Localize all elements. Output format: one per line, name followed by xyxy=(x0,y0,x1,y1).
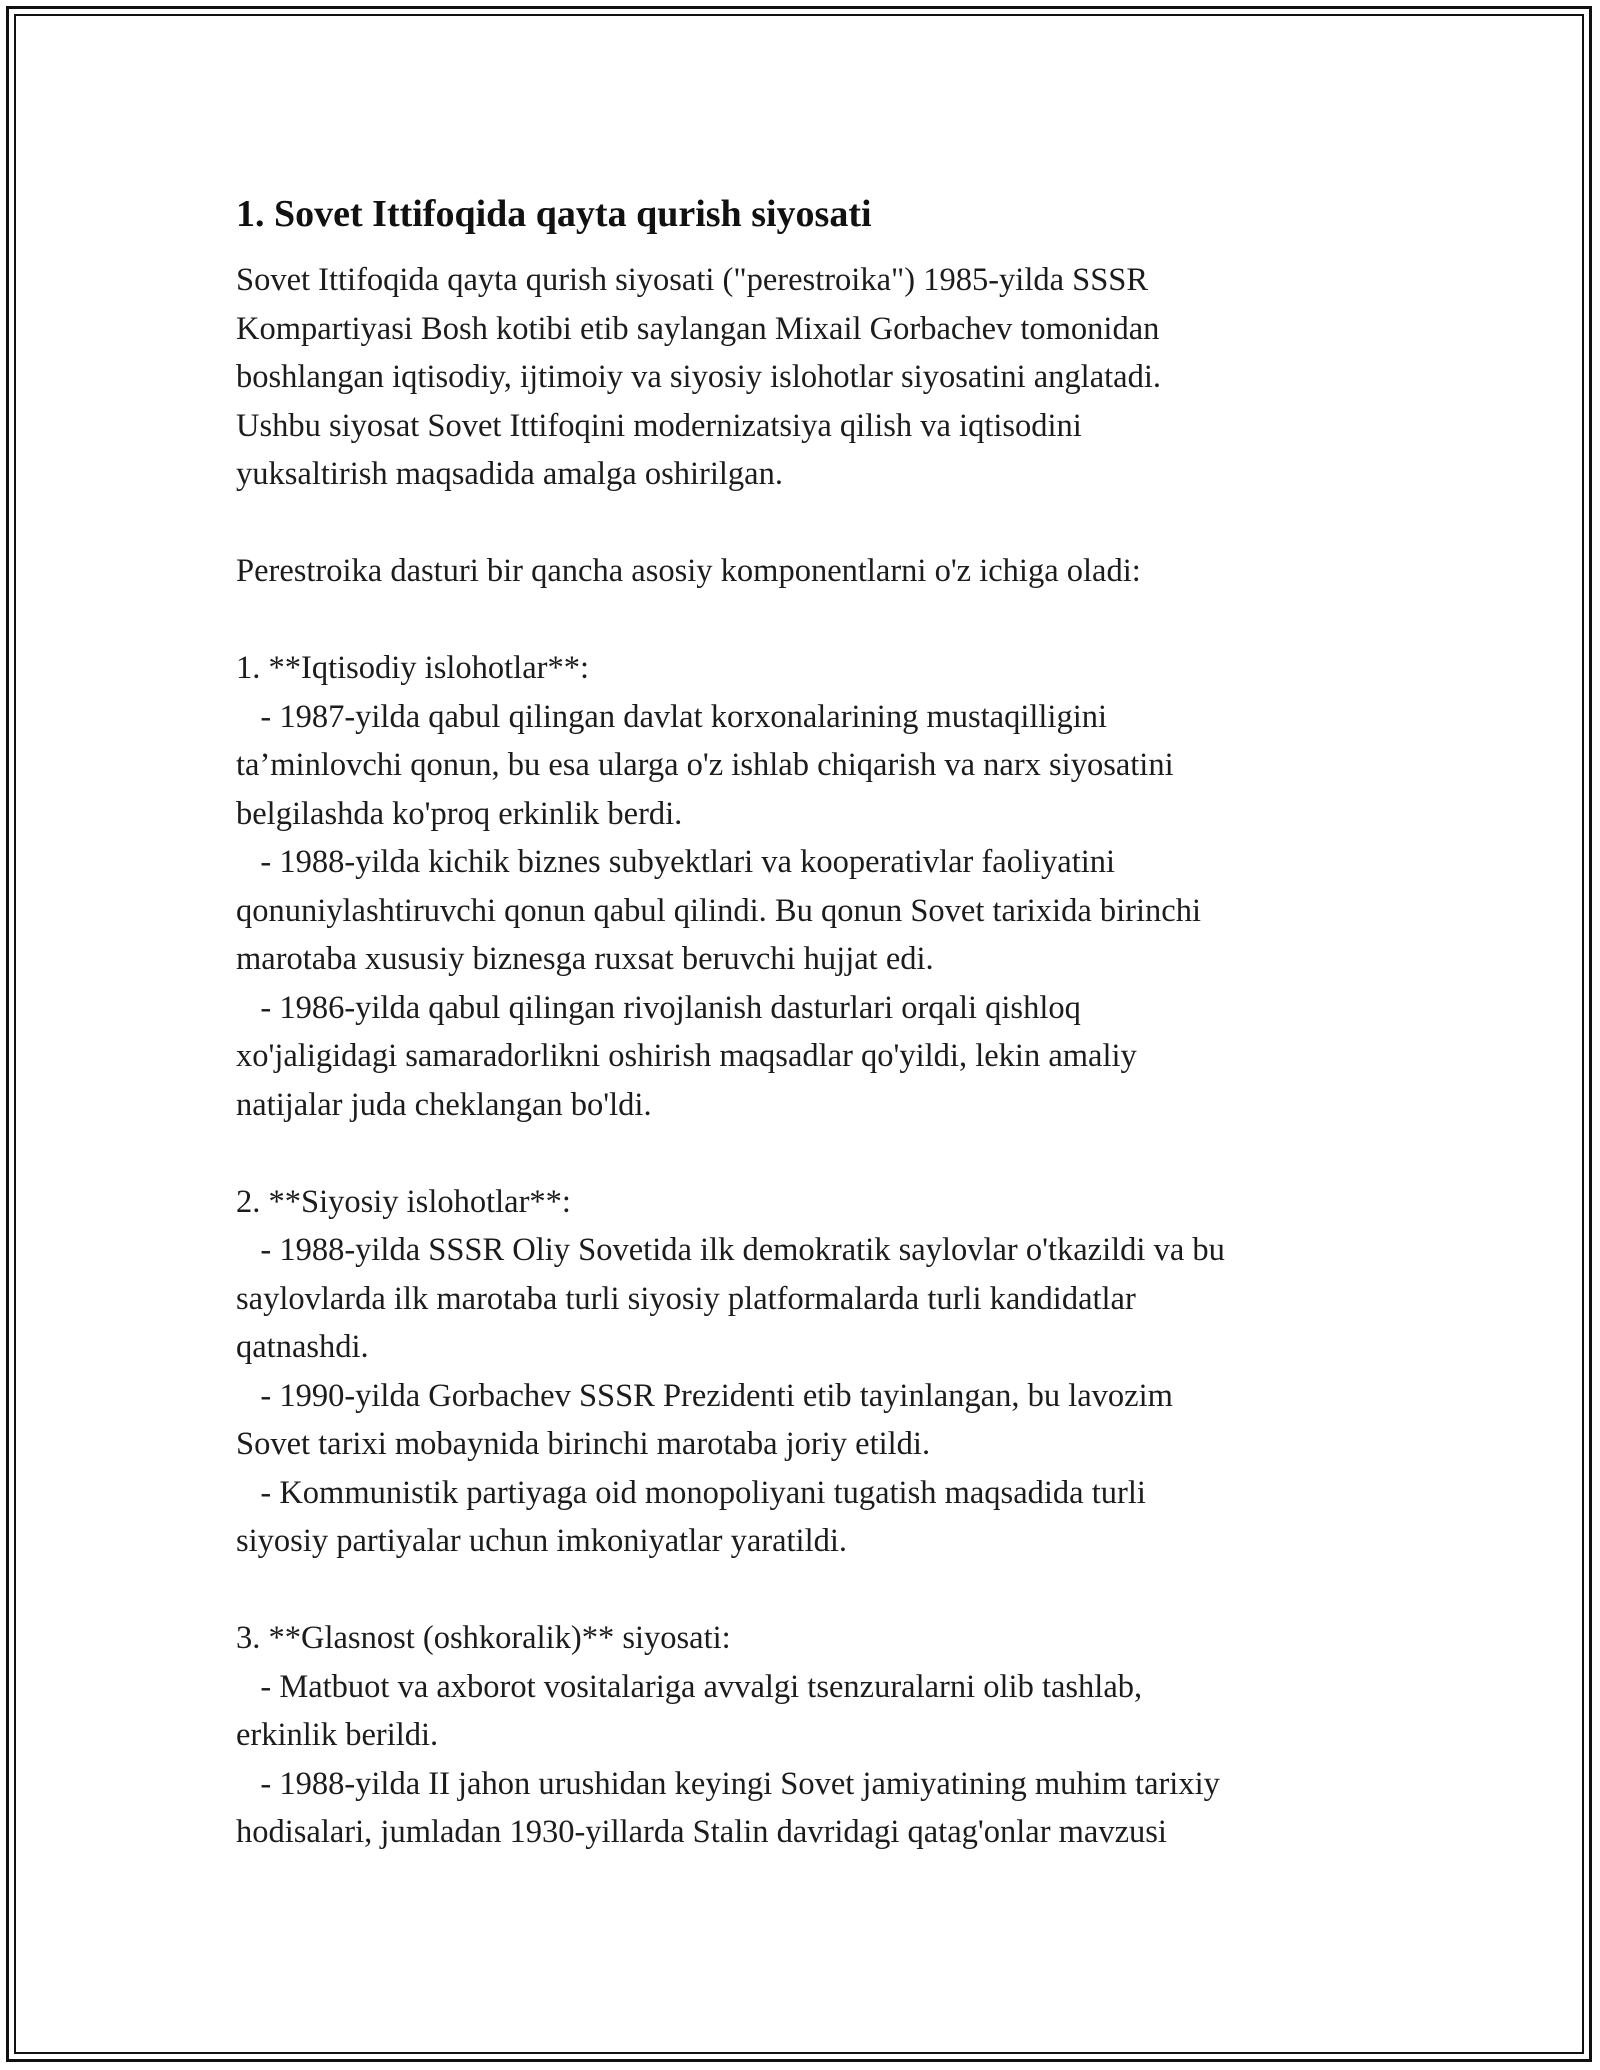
economic-reforms-section: 1. **Iqtisodiy islohotlar**: - 1987-yilda qabul qilingan davlat korxonalarining mustaqilligini ta’minlovchi qonun, bu esa ularga o'z ishlab chiqarish va narx siyosatini belgilashda ko'proq erkinlik berdi. - 1988-yilda kichik biznes subyektlari va kooperativlar faoliyatini qonuniylashtiruvchi qonun qabul qilindi. Bu qonun Sovet tarixida birinchi marotaba xususiy biznesga ruxsat beruvchi hujjat edi. - 1986-yilda qabul qilingan rivojlanish dasturlari orqali qishloq xo'jaligidagi samaradorlikni oshirish maqsadlar qo'yildi, lekin amaliy natijalar juda cheklangan bo'ldi. xyxy=(236,650,1201,1123)
paragraph-gap xyxy=(236,596,1366,645)
document-body xyxy=(236,186,1366,1857)
section-heading: 1. Sovet Ittifoqida qayta qurish siyosati xyxy=(236,193,872,235)
intro-paragraph: Sovet Ittifoqida qayta qurish siyosati ("perestroika") 1985-yilda SSSR Kompartiyasi Bosh kotibi etib saylangan Mixail Gorbachev tomonidan boshlangan iqtisodiy, ijtimoiy va siyosiy islohotlar siyosatini anglatadi. Ushbu siyosat Sovet Ittifoqini modernizatsiya qilish va iqtisodini yuksaltirish maqsadida amalga oshirilgan. xyxy=(236,262,1161,492)
paragraph-gap xyxy=(236,1566,1366,1615)
glasnost-section: 3. **Glasnost (oshkoralik)** siyosati: - Matbuot va axborot vositalariga avvalgi tsenzuralarni olib tashlab, erkinlik berildi. - 1988-yilda II jahon urushidan keyingi Sovet jamiyatining muhim tarixiy hodisalari, jumladan 1930-yillarda Stalin davridagi qatag'onlar mavzusi xyxy=(236,1620,1220,1850)
paragraph-gap xyxy=(236,499,1366,548)
components-intro-paragraph: Perestroika dasturi bir qancha asosiy komponentlarni o'z ichiga oladi: xyxy=(236,553,1141,589)
political-reforms-section: 2. **Siyosiy islohotlar**: - 1988-yilda SSSR Oliy Sovetida ilk demokratik saylovlar o'tkazildi va bu saylovlarda ilk marotaba turli siyosiy platformalarda turli kandidatlar qatnashdi. - 1990-yilda Gorbachev SSSR Prezidenti etib tayinlangan, bu lavozim Sovet tarixi mobaynida birinchi marotaba joriy etildi. - Kommunistik partiyaga oid monopoliyani tugatish maqsadida turli siyosiy partiyalar uchun imkoniyatlar yaratildi. xyxy=(236,1183,1225,1559)
paragraph-gap xyxy=(236,1129,1366,1178)
